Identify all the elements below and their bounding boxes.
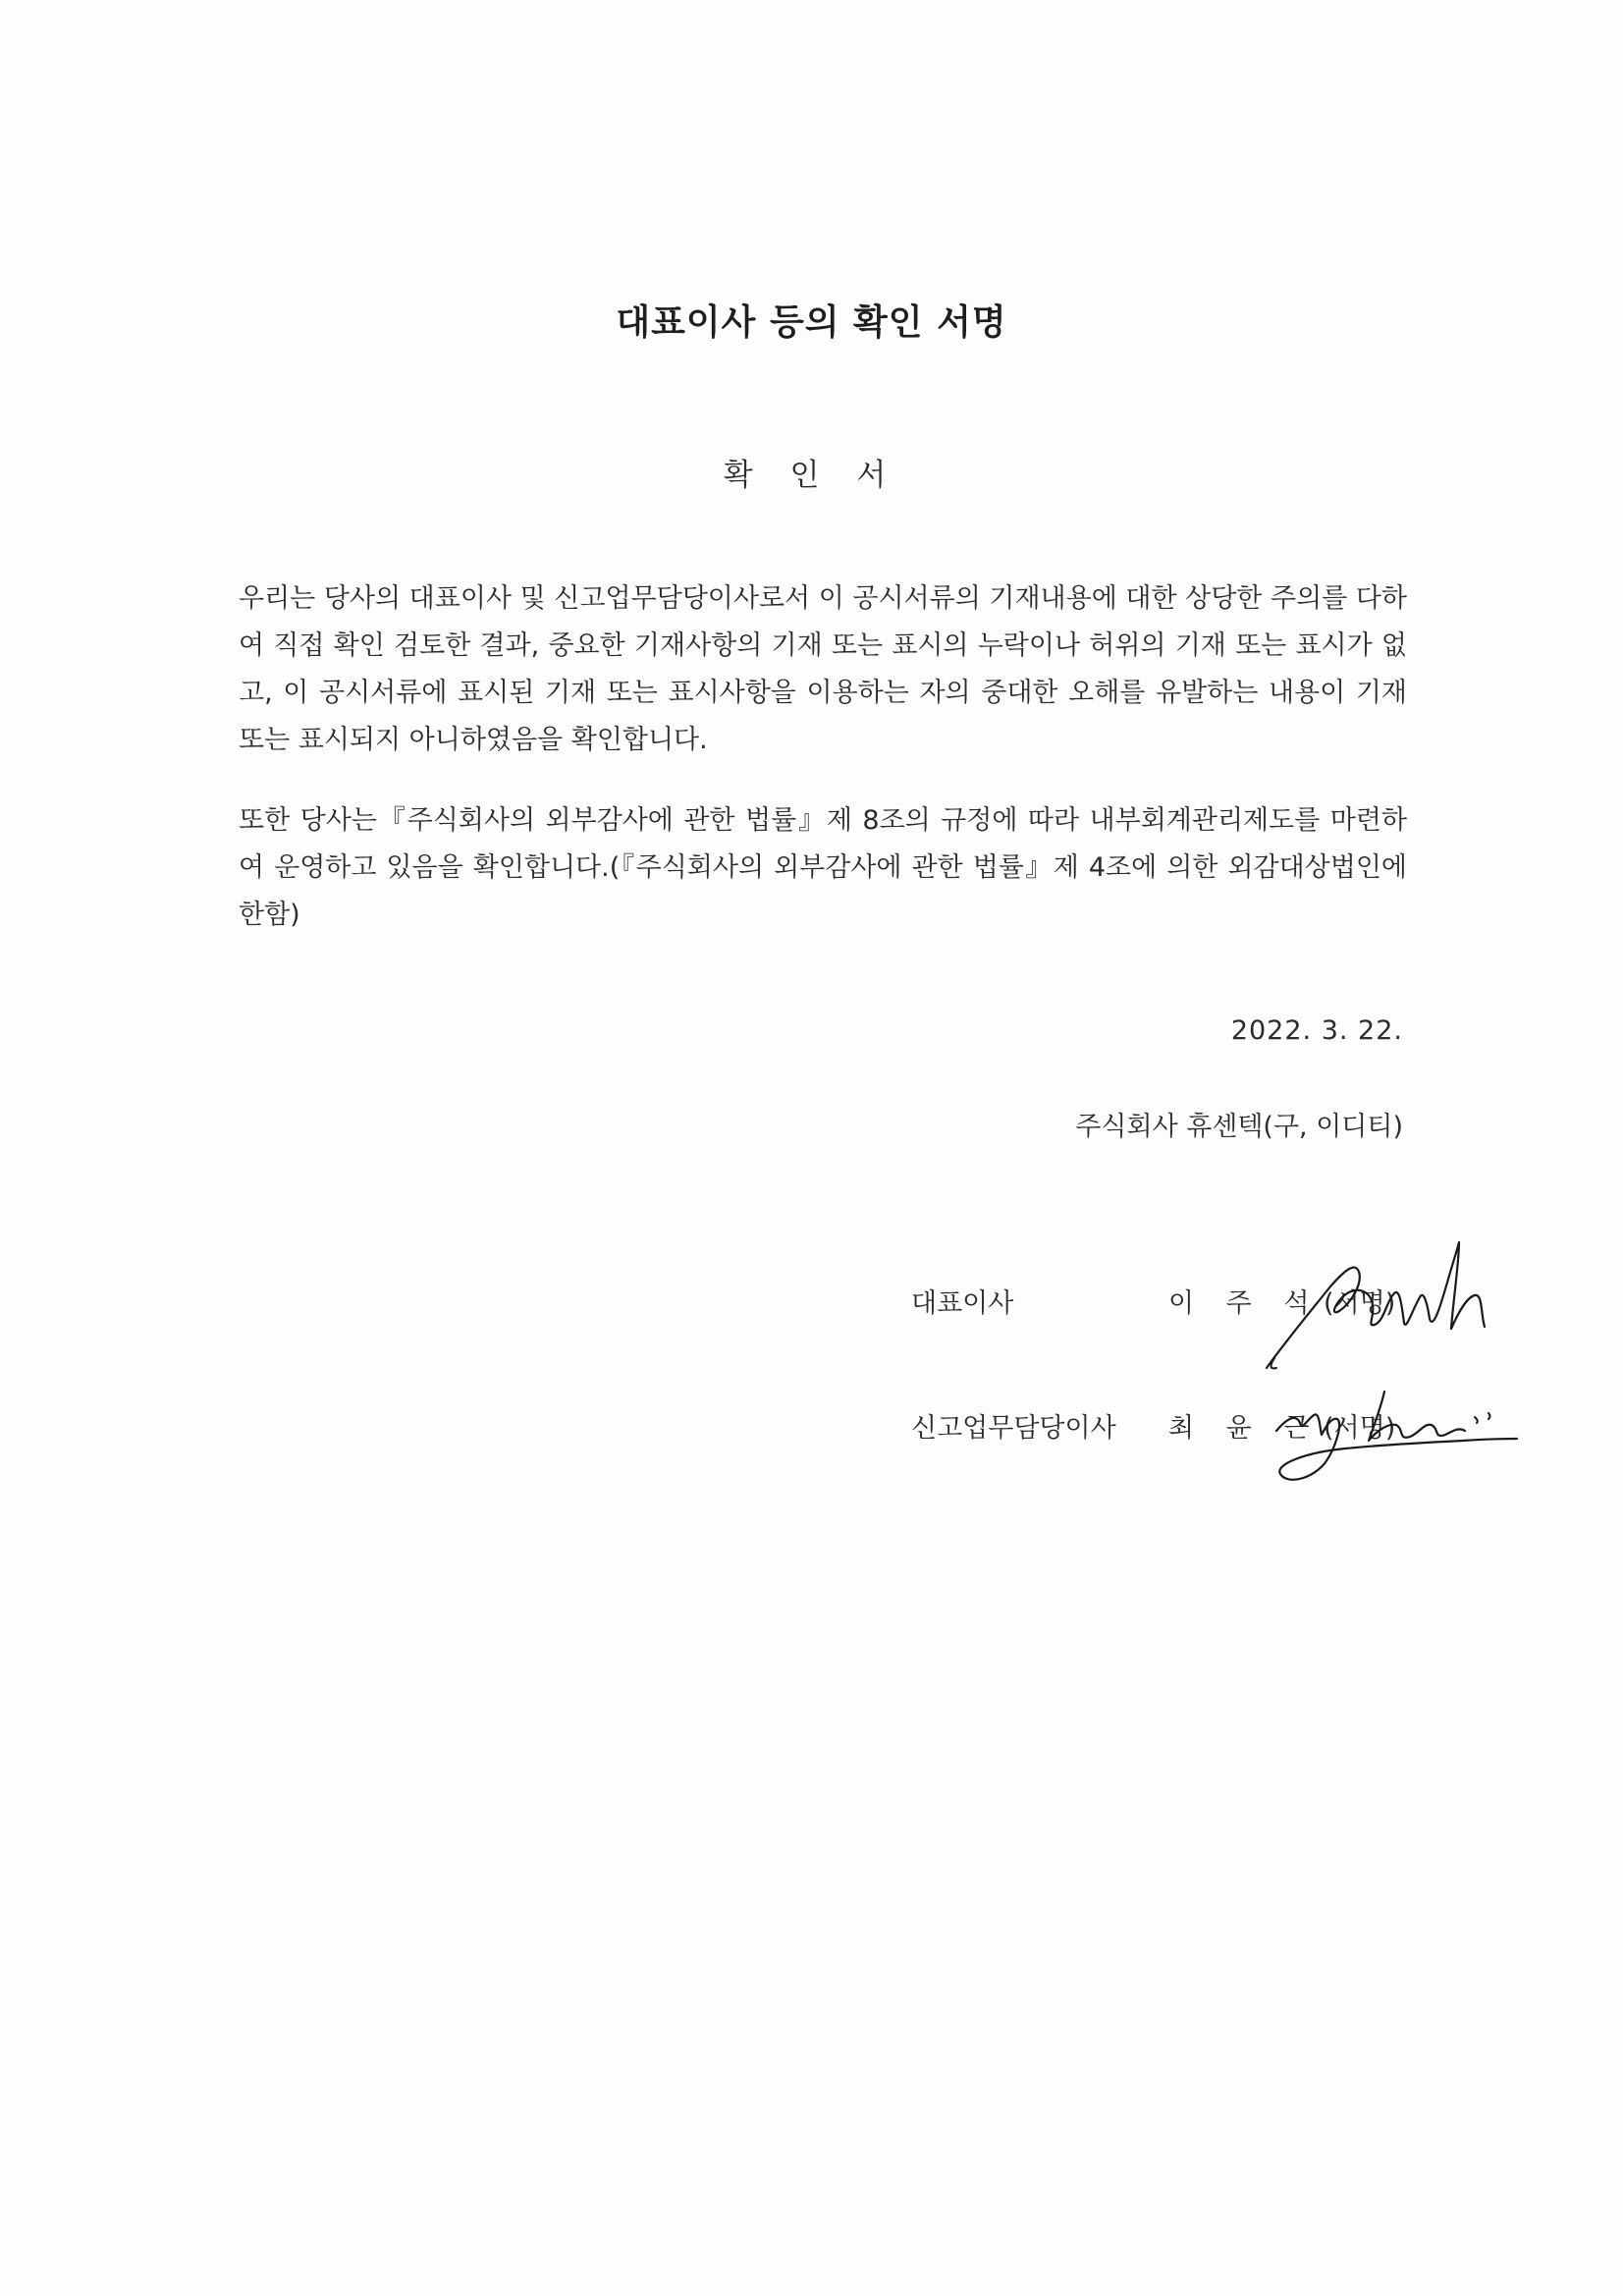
signatory-name: 최 윤 근	[1168, 1413, 1322, 1444]
signatory-role: 대표이사	[911, 1288, 1014, 1319]
signatory-role: 신고업무담당이사	[911, 1413, 1116, 1444]
signatory-name: 이 주 석	[1168, 1288, 1322, 1319]
internal-control-paragraph: 또한 당사는『주식회사의 외부감사에 관한 법률』제 8조의 규정에 따라 내부회계관리제도를 마련하여 운영하고 있음을 확인합니다.(『주식회사의 외부감사에 관한 법률』제 4조에 의한 외감대상법인에 한함)	[239, 805, 1407, 930]
signature-mark-label: (서명)	[1324, 1413, 1396, 1444]
document-date: 2022. 3. 22.	[1230, 1015, 1403, 1046]
handwritten-signature-disclosure-officer	[1267, 1380, 1522, 1517]
signature-mark-label: (서명)	[1324, 1288, 1396, 1319]
document-title: 대표이사 등의 확인 서명	[616, 302, 1007, 343]
document-subtitle: 확 인 서	[723, 458, 900, 493]
confirmation-paragraph: 우리는 당사의 대표이사 및 신고업무담당이사로서 이 공시서류의 기재내용에 대한 상당한 주의를 다하여 직접 확인 검토한 결과, 중요한 기재사항의 기재 또는 표시의 누락이나 허위의 기재 또는 표시가 없고, 이 공시서류에 표시된 기재 또는 표시사항을 이용하는 자의 중대한 오해를 유발하는 내용이 기재 또는 표시되지 아니하였음을 확인합니다.	[239, 583, 1407, 755]
company-name: 주식회사 휴센텍(구, 이디티)	[1075, 1112, 1403, 1142]
